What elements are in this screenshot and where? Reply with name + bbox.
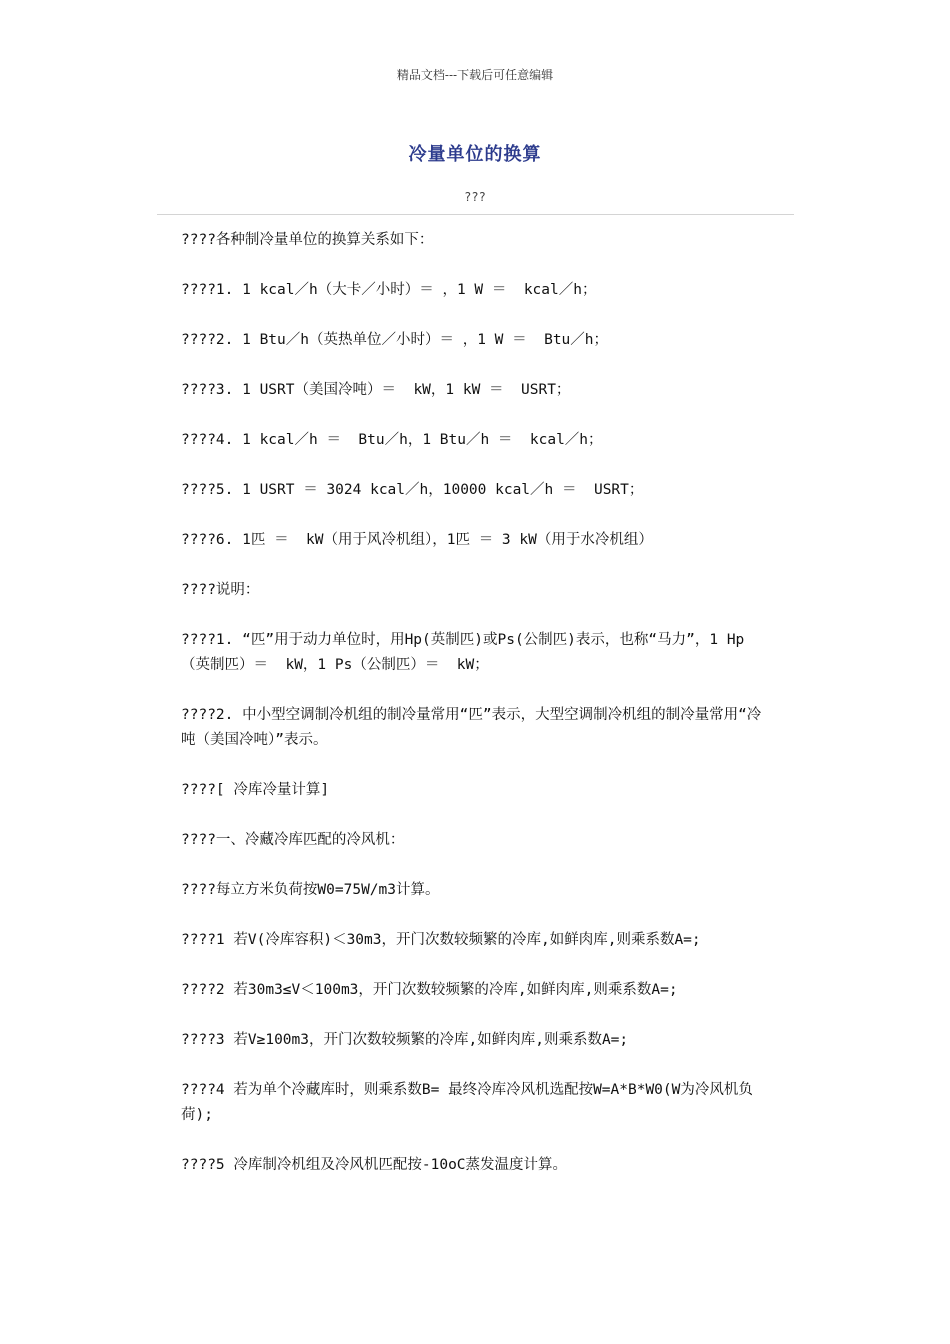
paragraph-section-heading: ????[ 冷库冷量计算] bbox=[181, 782, 330, 798]
paragraph-rule-1: ????1 若V(冷库容积)＜30m3，开门次数较频繁的冷库,如鲜肉库,则乘系数A=; bbox=[181, 932, 701, 948]
paragraph-conversion-1: ????1. 1 kcal／h（大卡／小时）＝ ，1 W ＝ kcal／h； bbox=[181, 282, 597, 298]
document-meta: ??? bbox=[464, 190, 486, 204]
paragraph-rule-3: ????3 若V≥100m3，开门次数较频繁的冷库,如鲜肉库,则乘系数A=; bbox=[181, 1032, 629, 1048]
paragraph-subsection-heading: ????一、冷藏冷库匹配的冷风机： bbox=[181, 832, 405, 848]
paragraph-conversion-2: ????2. 1 Btu／h（英热单位／小时）＝ ，1 W ＝ Btu／h； bbox=[181, 332, 609, 348]
title-divider bbox=[157, 214, 794, 215]
paragraph-note-1: ????1. “匹”用于动力单位时，用Hp(英制匹)或Ps(公制匹)表示，也称“马力”，1 Hp（英制匹）＝ kW，1 Ps（公制匹）＝ kW； bbox=[181, 632, 745, 673]
header-note: 精品文档---下载后可任意编辑 bbox=[396, 68, 554, 82]
paragraph-note-heading: ????说明： bbox=[181, 582, 260, 598]
paragraph-conversion-5: ????5. 1 USRT ＝ 3024 kcal／h，10000 kcal／h ＝ USRT； bbox=[181, 482, 644, 498]
document-body bbox=[181, 228, 771, 1203]
paragraph-note-2: ????2. 中小型空调制冷机组的制冷量常用“匹”表示，大型空调制冷机组的制冷量常用“冷吨（美国冷吨）”表示。 bbox=[181, 707, 762, 748]
paragraph-conversion-6: ????6. 1匹 ＝ kW（用于风冷机组），1匹 ＝ 3 kW（用于水冷机组） bbox=[181, 532, 653, 548]
paragraph-rule-4: ????4 若为单个冷藏库时，则乘系数B= 最终冷库冷风机选配按W=A*B*W0(W为冷风机负荷); bbox=[181, 1082, 753, 1123]
document-title: 冷量单位的换算 bbox=[408, 144, 542, 165]
paragraph-load-basis: ????每立方米负荷按W0=75W/m3计算。 bbox=[181, 882, 440, 898]
paragraph-conversion-4: ????4. 1 kcal／h ＝ Btu／h，1 Btu／h ＝ kcal／h； bbox=[181, 432, 603, 448]
paragraph-rule-5: ????5 冷库制冷机组及冷风机匹配按-10oC蒸发温度计算。 bbox=[181, 1157, 568, 1173]
paragraph-intro: ????各种制冷量单位的换算关系如下： bbox=[181, 232, 434, 248]
paragraph-rule-2: ????2 若30m3≤V＜100m3，开门次数较频繁的冷库,如鲜肉库,则乘系数A=; bbox=[181, 982, 678, 998]
paragraph-conversion-3: ????3. 1 USRT（美国冷吨）＝ kW，1 kW ＝ USRT； bbox=[181, 382, 571, 398]
